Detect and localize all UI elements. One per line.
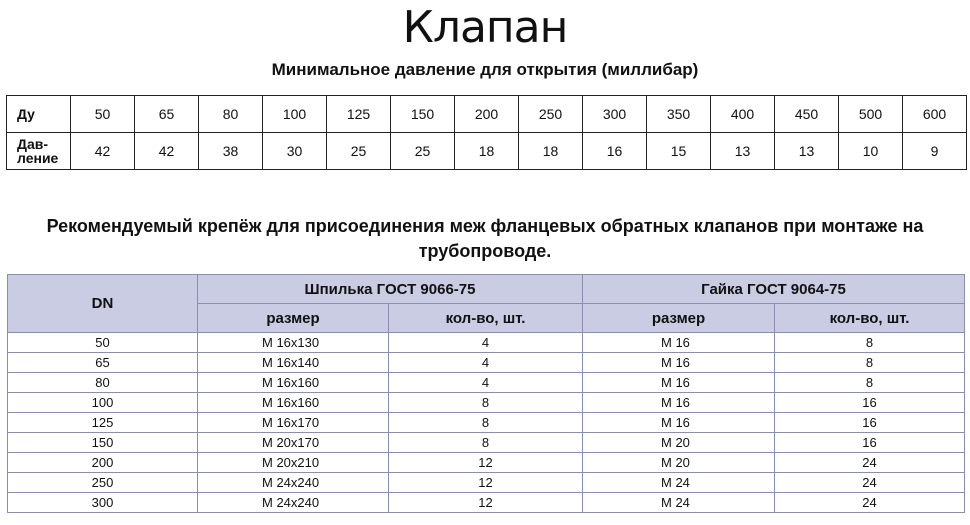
table-row [8,473,965,493]
pressure-value-cell: 25 [391,133,455,170]
pressure-dn-cell: 250 [519,96,583,133]
stud-qty-cell: 8 [389,393,583,413]
nut-qty-cell: 8 [775,333,965,353]
nut-size-cell: М 16 [583,393,775,413]
nut-size-cell: М 16 [583,353,775,373]
pressure-label-line2: ление [17,150,59,166]
table-row [8,373,965,393]
pressure-value-cell: 18 [519,133,583,170]
pressure-value-cell: 13 [775,133,839,170]
fasteners-group-header-row [8,275,965,304]
nut-size-cell: М 16 [583,333,775,353]
pressure-dn-cell: 150 [391,96,455,133]
fasteners-table [7,274,965,513]
nut-size-header: размер [583,304,775,333]
stud-size-cell: М 20х170 [198,433,389,453]
pressure-dn-cell: 80 [199,96,263,133]
pressure-value-row [7,133,967,170]
pressure-value-cell: 9 [903,133,967,170]
pressure-value-cell: 25 [327,133,391,170]
pressure-value-cell: 42 [71,133,135,170]
dn-cell: 100 [8,393,198,413]
pressure-value-cell: 42 [135,133,199,170]
pressure-dn-cell: 125 [327,96,391,133]
pressure-value-cell: 38 [199,133,263,170]
fasteners-heading: Рекомендуемый крепёж для присоединения меж фланцевых обратных клапанов при монтаже на трубопроводе. [46,216,924,261]
pressure-table [6,95,967,170]
table-row [8,413,965,433]
stud-qty-cell: 4 [389,353,583,373]
nut-qty-cell: 16 [775,393,965,413]
pressure-value-cell: 30 [263,133,327,170]
pressure-value-cell: 10 [839,133,903,170]
nut-qty-cell: 8 [775,373,965,393]
pressure-dn-cell: 500 [839,96,903,133]
stud-size-cell: М 16х160 [198,393,389,413]
table-row [8,333,965,353]
nut-size-cell: М 24 [583,473,775,493]
pressure-dn-cell: 600 [903,96,967,133]
stud-qty-cell: 12 [389,453,583,473]
pressure-dn-cell: 450 [775,96,839,133]
pressure-dn-label: Ду [7,96,71,133]
pressure-dn-row [7,96,967,133]
nut-qty-cell: 24 [775,473,965,493]
nut-size-cell: М 24 [583,493,775,513]
pressure-value-cell: 13 [711,133,775,170]
dn-cell: 50 [8,333,198,353]
stud-size-cell: М 16х170 [198,413,389,433]
pressure-dn-cell: 350 [647,96,711,133]
stud-qty-cell: 8 [389,413,583,433]
stud-size-header: размер [198,304,389,333]
page-title: Клапан [402,2,568,53]
dn-cell: 65 [8,353,198,373]
table-row [8,493,965,513]
stud-size-cell: М 20х210 [198,453,389,473]
nut-qty-header: кол-во, шт. [775,304,965,333]
nut-qty-cell: 24 [775,453,965,473]
dn-cell: 200 [8,453,198,473]
pressure-dn-cell: 50 [71,96,135,133]
stud-size-cell: М 16х160 [198,373,389,393]
dn-column-header: DN [8,275,198,333]
table-row [8,433,965,453]
stud-qty-cell: 12 [389,473,583,493]
pressure-value-cell: 18 [455,133,519,170]
pressure-dn-cell: 200 [455,96,519,133]
table-row [8,393,965,413]
stud-group-header: Шпилька ГОСТ 9066-75 [198,275,583,304]
stud-size-cell: М 24х240 [198,473,389,493]
pressure-value-label [7,133,71,170]
stud-qty-header: кол-во, шт. [389,304,583,333]
pressure-dn-cell: 400 [711,96,775,133]
nut-size-cell: М 20 [583,433,775,453]
pressure-value-cell: 15 [647,133,711,170]
dn-cell: 125 [8,413,198,433]
pressure-dn-cell: 300 [583,96,647,133]
fasteners-table-body [8,333,965,513]
pressure-dn-cell: 100 [263,96,327,133]
nut-qty-cell: 16 [775,433,965,453]
nut-size-cell: М 20 [583,453,775,473]
pressure-table-caption: Минимальное давление для открытия (миллибар) [271,60,699,79]
pressure-value-cell: 16 [583,133,647,170]
dn-cell: 80 [8,373,198,393]
stud-size-cell: М 16х140 [198,353,389,373]
stud-size-cell: М 16х130 [198,333,389,353]
nut-qty-cell: 16 [775,413,965,433]
nut-qty-cell: 24 [775,493,965,513]
pressure-label-line1: Дав- [17,136,49,152]
stud-qty-cell: 8 [389,433,583,453]
stud-size-cell: М 24х240 [198,493,389,513]
nut-size-cell: М 16 [583,413,775,433]
stud-qty-cell: 4 [389,373,583,393]
dn-cell: 300 [8,493,198,513]
table-row [8,453,965,473]
nut-size-cell: М 16 [583,373,775,393]
table-row [8,353,965,373]
pressure-dn-cell: 65 [135,96,199,133]
stud-qty-cell: 12 [389,493,583,513]
dn-cell: 150 [8,433,198,453]
nut-qty-cell: 8 [775,353,965,373]
nut-group-header: Гайка ГОСТ 9064-75 [583,275,965,304]
dn-cell: 250 [8,473,198,493]
stud-qty-cell: 4 [389,333,583,353]
